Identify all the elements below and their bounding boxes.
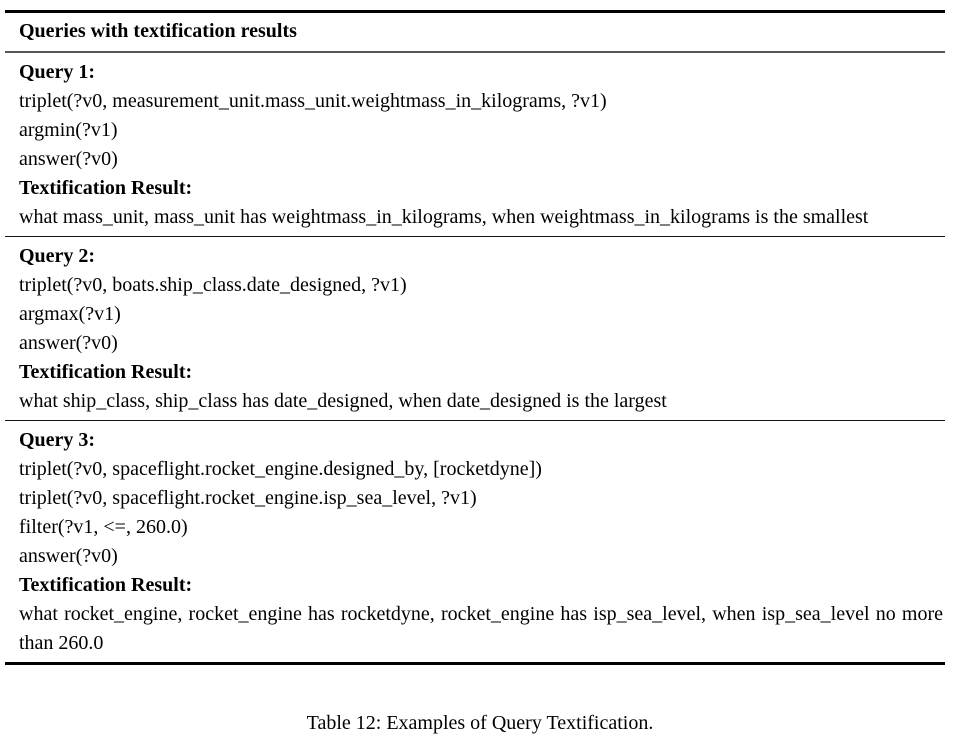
query-section-1 bbox=[5, 53, 945, 236]
textification-table bbox=[5, 10, 945, 665]
query-2-result-text: what ship_class, ship_class has date_designed, when date_designed is the largest bbox=[19, 390, 667, 412]
query-3-title: Query 3: bbox=[19, 429, 96, 451]
query-1-line-1: triplet(?v0, measurement_unit.mass_unit.weightmass_in_kilograms, ?v1) bbox=[19, 90, 607, 112]
query-1-result-label: Textification Result: bbox=[19, 177, 193, 199]
query-1-line-3: answer(?v0) bbox=[19, 148, 118, 170]
query-2-result-label: Textification Result: bbox=[19, 361, 193, 383]
query-1-title: Query 1: bbox=[19, 61, 96, 83]
query-3-line-2: triplet(?v0, spaceflight.rocket_engine.isp_sea_level, ?v1) bbox=[19, 487, 477, 509]
query-section-3 bbox=[5, 420, 945, 662]
query-3-line-3: filter(?v1, <=, 260.0) bbox=[19, 516, 188, 538]
table-caption: Table 12: Examples of Query Textification. bbox=[306, 712, 654, 734]
query-2-line-1: triplet(?v0, boats.ship_class.date_designed, ?v1) bbox=[19, 274, 407, 296]
query-3-line-4: answer(?v0) bbox=[19, 545, 118, 567]
table-header-row bbox=[5, 13, 945, 53]
query-3-result-label: Textification Result: bbox=[19, 574, 193, 596]
query-1-result-text: what mass_unit, mass_unit has weightmass_in_kilograms, when weightmass_in_kilograms is the smallest bbox=[19, 206, 869, 228]
query-1-line-2: argmin(?v1) bbox=[19, 119, 118, 141]
query-section-2 bbox=[5, 236, 945, 420]
query-2-line-3: answer(?v0) bbox=[19, 332, 118, 354]
query-3-result-text: what rocket_engine, rocket_engine has rocketdyne, rocket_engine has isp_sea_level, when isp_sea_level no more than 260.0 bbox=[19, 603, 943, 654]
query-2-title: Query 2: bbox=[19, 245, 96, 267]
table-header-label: Queries with textification results bbox=[19, 20, 297, 42]
query-3-line-1: triplet(?v0, spaceflight.rocket_engine.designed_by, [rocketdyne]) bbox=[19, 458, 542, 480]
query-2-line-2: argmax(?v1) bbox=[19, 303, 121, 325]
